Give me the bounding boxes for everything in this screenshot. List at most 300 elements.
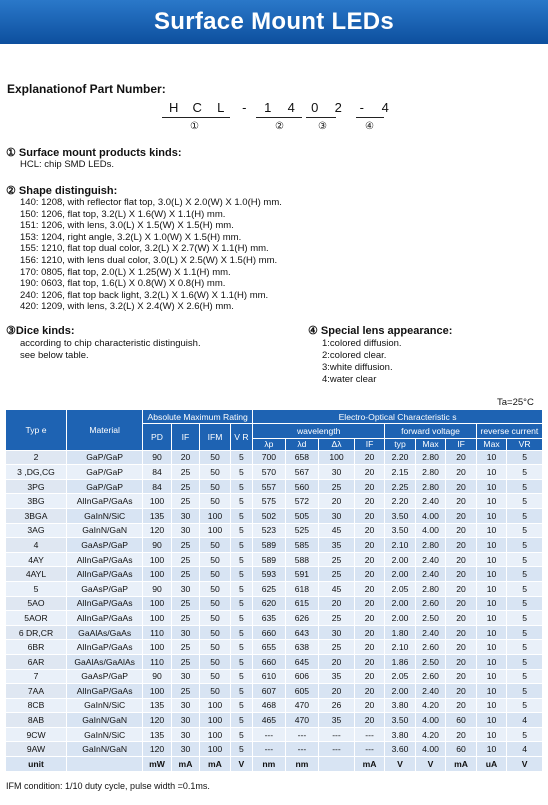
table-row bbox=[6, 596, 543, 611]
part-number-char: 4 bbox=[381, 100, 389, 115]
value-cell: 10 bbox=[476, 611, 507, 626]
value-cell: 30 bbox=[171, 581, 199, 596]
header-pd: PD bbox=[143, 424, 171, 451]
header-electro-optical: Electro-Optical Characteristic s bbox=[253, 410, 543, 424]
header-material: Material bbox=[67, 410, 143, 451]
value-cell: 2.80 bbox=[415, 581, 446, 596]
ambient-temperature-note: Ta=25°C bbox=[497, 397, 534, 408]
table-row bbox=[6, 552, 543, 567]
value-cell: 20 bbox=[446, 479, 477, 494]
unit-cell: mA bbox=[354, 757, 385, 772]
value-cell: 100 bbox=[200, 698, 231, 713]
value-cell: 560 bbox=[285, 479, 319, 494]
value-cell: 20 bbox=[354, 713, 385, 728]
value-cell: 100 bbox=[143, 494, 171, 509]
value-cell: 10 bbox=[476, 494, 507, 509]
marker-3: ③ bbox=[318, 121, 327, 132]
type-cell: 6BR bbox=[6, 640, 67, 655]
value-cell: 5 bbox=[230, 640, 252, 655]
marker-1: ① bbox=[190, 121, 199, 132]
material-cell: GaP/GaP bbox=[67, 479, 143, 494]
value-cell: 20 bbox=[319, 596, 355, 611]
shape-line: 150: 1206, flat top, 3.2(L) X 1.6(W) X 1.1(H) mm. bbox=[20, 208, 226, 220]
value-cell: 5 bbox=[507, 567, 543, 582]
value-cell: 135 bbox=[143, 508, 171, 523]
table-row bbox=[6, 654, 543, 669]
table-row bbox=[6, 742, 543, 757]
material-cell: GaP/GaP bbox=[67, 465, 143, 480]
material-cell: GaInN/SiC bbox=[67, 508, 143, 523]
section1-heading: ① Surface mount products kinds: bbox=[6, 147, 182, 159]
shape-line: 155: 1210, flat top dual color, 3.2(L) X 2.7(W) X 1.1(H) mm. bbox=[20, 243, 269, 255]
value-cell: 5 bbox=[230, 494, 252, 509]
value-cell: 100 bbox=[143, 596, 171, 611]
value-cell: 5 bbox=[230, 698, 252, 713]
value-cell: 135 bbox=[143, 698, 171, 713]
type-cell: 5AO bbox=[6, 596, 67, 611]
value-cell: 120 bbox=[143, 523, 171, 538]
header-typ: typ bbox=[385, 438, 416, 450]
part-number-char: 0 bbox=[311, 100, 319, 115]
table-row bbox=[6, 669, 543, 684]
header-if: IF bbox=[171, 424, 199, 451]
type-cell: 2 bbox=[6, 450, 67, 465]
value-cell: 2.40 bbox=[415, 625, 446, 640]
value-cell: 607 bbox=[253, 684, 286, 699]
type-cell: 8AB bbox=[6, 713, 67, 728]
value-cell: 660 bbox=[253, 654, 286, 669]
value-cell: 2.40 bbox=[415, 684, 446, 699]
material-cell: GaAsP/GaP bbox=[67, 581, 143, 596]
part-number-char: C bbox=[192, 100, 202, 115]
value-cell: 84 bbox=[143, 479, 171, 494]
type-cell: 3BG bbox=[6, 494, 67, 509]
value-cell: 20 bbox=[446, 684, 477, 699]
material-cell: AlInGaP/GaAs bbox=[67, 567, 143, 582]
value-cell: 567 bbox=[285, 465, 319, 480]
value-cell: 2.80 bbox=[415, 465, 446, 480]
value-cell: 589 bbox=[253, 552, 286, 567]
header-if-vf: IF bbox=[446, 438, 477, 450]
value-cell: 5 bbox=[230, 552, 252, 567]
unit-cell: mA bbox=[200, 757, 231, 772]
type-cell: 3AG bbox=[6, 523, 67, 538]
value-cell: 10 bbox=[476, 727, 507, 742]
material-cell: GaInN/GaN bbox=[67, 713, 143, 728]
value-cell: 20 bbox=[319, 684, 355, 699]
value-cell: --- bbox=[354, 742, 385, 757]
part-number-example bbox=[162, 100, 397, 115]
value-cell: 610 bbox=[253, 669, 286, 684]
shape-line: 151: 1206, with lens, 3.0(L) X 1.5(W) X 1.5(H) mm. bbox=[20, 220, 234, 232]
value-cell: 2.40 bbox=[415, 552, 446, 567]
value-cell: 5 bbox=[507, 538, 543, 553]
value-cell: 25 bbox=[319, 611, 355, 626]
value-cell: 5 bbox=[230, 669, 252, 684]
value-cell: 5 bbox=[507, 727, 543, 742]
value-cell: 643 bbox=[285, 625, 319, 640]
value-cell: 618 bbox=[285, 581, 319, 596]
value-cell: 50 bbox=[200, 552, 231, 567]
value-cell: 660 bbox=[253, 625, 286, 640]
value-cell: 2.05 bbox=[385, 669, 416, 684]
value-cell: 10 bbox=[476, 479, 507, 494]
value-cell: 135 bbox=[143, 727, 171, 742]
value-cell: 25 bbox=[171, 567, 199, 582]
value-cell: 606 bbox=[285, 669, 319, 684]
header-vr: V R bbox=[230, 424, 252, 451]
table-row bbox=[6, 713, 543, 728]
value-cell: 84 bbox=[143, 465, 171, 480]
value-cell: 638 bbox=[285, 640, 319, 655]
header-absolute-max: Absolute Maximum Rating bbox=[143, 410, 253, 424]
value-cell: 2.40 bbox=[415, 494, 446, 509]
value-cell: 626 bbox=[285, 611, 319, 626]
value-cell: 10 bbox=[476, 523, 507, 538]
value-cell: 10 bbox=[476, 654, 507, 669]
material-cell: AlInGaP/GaAs bbox=[67, 684, 143, 699]
material-cell: GaAlAs/GaAs bbox=[67, 625, 143, 640]
unit-cell: mW bbox=[143, 757, 171, 772]
value-cell: 5 bbox=[230, 625, 252, 640]
table-row bbox=[6, 567, 543, 582]
material-cell: GaInN/SiC bbox=[67, 727, 143, 742]
value-cell: 25 bbox=[171, 611, 199, 626]
value-cell: 25 bbox=[319, 552, 355, 567]
value-cell: 110 bbox=[143, 625, 171, 640]
value-cell: 50 bbox=[200, 538, 231, 553]
value-cell: 20 bbox=[446, 611, 477, 626]
title-banner bbox=[0, 0, 548, 44]
value-cell: 20 bbox=[354, 684, 385, 699]
value-cell: 20 bbox=[446, 523, 477, 538]
value-cell: 35 bbox=[319, 669, 355, 684]
led-spec-table bbox=[5, 409, 543, 772]
value-cell: 25 bbox=[319, 479, 355, 494]
value-cell: 2.00 bbox=[385, 611, 416, 626]
shape-list bbox=[20, 197, 282, 313]
value-cell: 5 bbox=[230, 538, 252, 553]
table-row bbox=[6, 611, 543, 626]
value-cell: 5 bbox=[230, 713, 252, 728]
value-cell: 2.00 bbox=[385, 567, 416, 582]
value-cell: 50 bbox=[200, 669, 231, 684]
value-cell: 3.60 bbox=[385, 742, 416, 757]
value-cell: 2.20 bbox=[385, 450, 416, 465]
value-cell: --- bbox=[354, 727, 385, 742]
value-cell: 20 bbox=[354, 581, 385, 596]
value-cell: 502 bbox=[253, 508, 286, 523]
value-cell: 50 bbox=[200, 640, 231, 655]
value-cell: 30 bbox=[171, 523, 199, 538]
value-cell: 4.20 bbox=[415, 698, 446, 713]
type-cell: 9AW bbox=[6, 742, 67, 757]
value-cell: 20 bbox=[446, 465, 477, 480]
value-cell: 100 bbox=[143, 611, 171, 626]
value-cell: 593 bbox=[253, 567, 286, 582]
value-cell: 50 bbox=[200, 684, 231, 699]
value-cell: 25 bbox=[171, 684, 199, 699]
value-cell: 2.00 bbox=[385, 552, 416, 567]
value-cell: 2.60 bbox=[415, 669, 446, 684]
header-ifm: IFM bbox=[200, 424, 231, 451]
value-cell: 4.20 bbox=[415, 727, 446, 742]
value-cell: 5 bbox=[507, 450, 543, 465]
value-cell: 2.80 bbox=[415, 538, 446, 553]
value-cell: 50 bbox=[200, 581, 231, 596]
value-cell: 30 bbox=[171, 742, 199, 757]
value-cell: 605 bbox=[285, 684, 319, 699]
value-cell: --- bbox=[285, 742, 319, 757]
value-cell: 588 bbox=[285, 552, 319, 567]
type-cell: 4AY bbox=[6, 552, 67, 567]
shape-line: 190: 0603, flat top, 1.6(L) X 0.8(W) X 0.8(H) mm. bbox=[20, 278, 226, 290]
value-cell: 5 bbox=[230, 581, 252, 596]
value-cell: 5 bbox=[507, 684, 543, 699]
value-cell: 100 bbox=[143, 640, 171, 655]
value-cell: 10 bbox=[476, 742, 507, 757]
value-cell: 60 bbox=[446, 713, 477, 728]
value-cell: 5 bbox=[230, 523, 252, 538]
value-cell: 20 bbox=[446, 538, 477, 553]
value-cell: 20 bbox=[446, 669, 477, 684]
value-cell: 20 bbox=[354, 640, 385, 655]
value-cell: 50 bbox=[200, 625, 231, 640]
value-cell: 2.10 bbox=[385, 538, 416, 553]
type-cell: 4 bbox=[6, 538, 67, 553]
value-cell: 20 bbox=[446, 494, 477, 509]
value-cell: 20 bbox=[446, 654, 477, 669]
unit-row bbox=[6, 757, 543, 772]
value-cell: 2.60 bbox=[415, 640, 446, 655]
value-cell: 589 bbox=[253, 538, 286, 553]
part-number-char: - bbox=[242, 100, 247, 115]
value-cell: 100 bbox=[200, 713, 231, 728]
value-cell: 20 bbox=[354, 450, 385, 465]
section1-line: HCL: chip SMD LEDs. bbox=[20, 159, 114, 170]
unit-cell: nm bbox=[285, 757, 319, 772]
value-cell: 2.00 bbox=[385, 684, 416, 699]
part-number-underline bbox=[256, 117, 302, 118]
table-row bbox=[6, 450, 543, 465]
value-cell: 655 bbox=[253, 640, 286, 655]
value-cell: 30 bbox=[171, 625, 199, 640]
value-cell: 4.00 bbox=[415, 523, 446, 538]
section4-line: 4:water clear bbox=[322, 374, 377, 385]
value-cell: 26 bbox=[319, 698, 355, 713]
table-row bbox=[6, 684, 543, 699]
value-cell: 10 bbox=[476, 684, 507, 699]
material-cell: GaAsP/GaP bbox=[67, 538, 143, 553]
value-cell: 45 bbox=[319, 523, 355, 538]
value-cell: 20 bbox=[446, 508, 477, 523]
value-cell: 5 bbox=[230, 654, 252, 669]
value-cell: 25 bbox=[171, 465, 199, 480]
table-row bbox=[6, 640, 543, 655]
value-cell: 5 bbox=[230, 465, 252, 480]
value-cell: 2.20 bbox=[385, 494, 416, 509]
value-cell: 30 bbox=[319, 465, 355, 480]
part-number-underline bbox=[162, 117, 230, 118]
value-cell: 5 bbox=[230, 727, 252, 742]
value-cell: 645 bbox=[285, 654, 319, 669]
value-cell: --- bbox=[319, 727, 355, 742]
page-title: Surface Mount LEDs bbox=[153, 8, 395, 35]
value-cell: 20 bbox=[446, 596, 477, 611]
type-cell: 7 bbox=[6, 669, 67, 684]
value-cell: 2.60 bbox=[415, 596, 446, 611]
section4-heading: ④ Special lens appearance: bbox=[308, 325, 453, 337]
value-cell: 5 bbox=[507, 625, 543, 640]
value-cell: 120 bbox=[143, 742, 171, 757]
value-cell: 20 bbox=[446, 727, 477, 742]
value-cell: 4 bbox=[507, 713, 543, 728]
value-cell: 10 bbox=[476, 538, 507, 553]
table-row bbox=[6, 581, 543, 596]
value-cell: 20 bbox=[354, 479, 385, 494]
value-cell: 20 bbox=[354, 669, 385, 684]
value-cell: 100 bbox=[143, 684, 171, 699]
value-cell: --- bbox=[319, 742, 355, 757]
unit-cell: V bbox=[230, 757, 252, 772]
value-cell: 700 bbox=[253, 450, 286, 465]
section4-line: 1:colored diffusion. bbox=[322, 338, 402, 349]
value-cell: 635 bbox=[253, 611, 286, 626]
header-max-vf: Max bbox=[415, 438, 446, 450]
value-cell: 30 bbox=[319, 508, 355, 523]
material-cell: GaAlAs/GaAlAs bbox=[67, 654, 143, 669]
value-cell: 100 bbox=[200, 508, 231, 523]
value-cell: 20 bbox=[354, 508, 385, 523]
value-cell: 100 bbox=[143, 552, 171, 567]
value-cell: 10 bbox=[476, 713, 507, 728]
unit-cell: V bbox=[415, 757, 446, 772]
value-cell: 2.25 bbox=[385, 479, 416, 494]
value-cell: 2.40 bbox=[415, 567, 446, 582]
part-number-underline bbox=[306, 117, 336, 118]
value-cell: 5 bbox=[230, 479, 252, 494]
unit-cell: mA bbox=[171, 757, 199, 772]
value-cell: 5 bbox=[507, 654, 543, 669]
value-cell: 525 bbox=[285, 523, 319, 538]
value-cell: 620 bbox=[253, 596, 286, 611]
value-cell: 10 bbox=[476, 508, 507, 523]
header-max-ir: Max bbox=[476, 438, 507, 450]
value-cell: 25 bbox=[171, 596, 199, 611]
part-number-char: L bbox=[217, 100, 225, 115]
header-lambda-p: λp bbox=[253, 438, 286, 450]
value-cell: 505 bbox=[285, 508, 319, 523]
value-cell: 100 bbox=[143, 567, 171, 582]
value-cell: 50 bbox=[200, 611, 231, 626]
value-cell: 30 bbox=[171, 669, 199, 684]
value-cell: 25 bbox=[319, 567, 355, 582]
value-cell: 45 bbox=[319, 581, 355, 596]
value-cell: 465 bbox=[253, 713, 286, 728]
value-cell: 5 bbox=[230, 742, 252, 757]
type-cell: 5AOR bbox=[6, 611, 67, 626]
unit-cell: V bbox=[385, 757, 416, 772]
table-row bbox=[6, 538, 543, 553]
value-cell: 20 bbox=[446, 640, 477, 655]
value-cell: 20 bbox=[354, 523, 385, 538]
section3-line: according to chip characteristic distinguish. bbox=[20, 338, 201, 349]
value-cell: 100 bbox=[200, 742, 231, 757]
value-cell: 10 bbox=[476, 640, 507, 655]
value-cell: 10 bbox=[476, 596, 507, 611]
value-cell: 20 bbox=[446, 625, 477, 640]
value-cell: 20 bbox=[446, 581, 477, 596]
part-number-char: 1 bbox=[264, 100, 272, 115]
type-cell: 9CW bbox=[6, 727, 67, 742]
value-cell: 3.50 bbox=[385, 508, 416, 523]
table-row bbox=[6, 494, 543, 509]
value-cell: 90 bbox=[143, 538, 171, 553]
value-cell: 5 bbox=[507, 611, 543, 626]
value-cell: 20 bbox=[354, 538, 385, 553]
value-cell: 20 bbox=[446, 552, 477, 567]
value-cell: 5 bbox=[507, 698, 543, 713]
value-cell: 50 bbox=[200, 494, 231, 509]
value-cell: --- bbox=[253, 727, 286, 742]
type-cell: 5 bbox=[6, 581, 67, 596]
value-cell: 10 bbox=[476, 625, 507, 640]
value-cell: 572 bbox=[285, 494, 319, 509]
value-cell: 20 bbox=[354, 698, 385, 713]
material-cell: AlInGaP/GaAs bbox=[67, 611, 143, 626]
unit-cell: uA bbox=[476, 757, 507, 772]
value-cell: 3.50 bbox=[385, 713, 416, 728]
value-cell: 90 bbox=[143, 581, 171, 596]
value-cell: 30 bbox=[319, 625, 355, 640]
material-cell: AlInGaP/GaAs bbox=[67, 552, 143, 567]
value-cell: 2.50 bbox=[415, 611, 446, 626]
value-cell: 20 bbox=[354, 611, 385, 626]
value-cell: 557 bbox=[253, 479, 286, 494]
value-cell: 90 bbox=[143, 669, 171, 684]
value-cell: 20 bbox=[354, 567, 385, 582]
value-cell: 20 bbox=[354, 625, 385, 640]
value-cell: 25 bbox=[171, 640, 199, 655]
value-cell: 30 bbox=[171, 713, 199, 728]
value-cell: 4.00 bbox=[415, 508, 446, 523]
value-cell: 10 bbox=[476, 567, 507, 582]
value-cell: 20 bbox=[171, 450, 199, 465]
value-cell: 30 bbox=[171, 698, 199, 713]
table-row bbox=[6, 523, 543, 538]
section3-heading: ③Dice kinds: bbox=[6, 325, 75, 337]
value-cell: 10 bbox=[476, 669, 507, 684]
shape-line: 153: 1204, right angle, 3.2(L) X 1.0(W) X 1.5(H) mm. bbox=[20, 231, 242, 243]
type-cell: 3BGA bbox=[6, 508, 67, 523]
value-cell: 5 bbox=[230, 508, 252, 523]
header-forward-voltage: forward voltage bbox=[385, 424, 477, 439]
type-cell: 6 DR,CR bbox=[6, 625, 67, 640]
part-number-underline bbox=[356, 117, 384, 118]
marker-2: ② bbox=[275, 121, 284, 132]
unit-cell: nm bbox=[253, 757, 286, 772]
header-vr-ir: VR bbox=[507, 438, 543, 450]
part-number-char: H bbox=[169, 100, 179, 115]
value-cell: 50 bbox=[200, 654, 231, 669]
value-cell: 468 bbox=[253, 698, 286, 713]
value-cell: 25 bbox=[171, 479, 199, 494]
header-type: Typ e bbox=[6, 410, 67, 451]
value-cell: 5 bbox=[230, 450, 252, 465]
header-if-wl: IF bbox=[354, 438, 385, 450]
value-cell: 5 bbox=[507, 508, 543, 523]
value-cell: 20 bbox=[354, 465, 385, 480]
